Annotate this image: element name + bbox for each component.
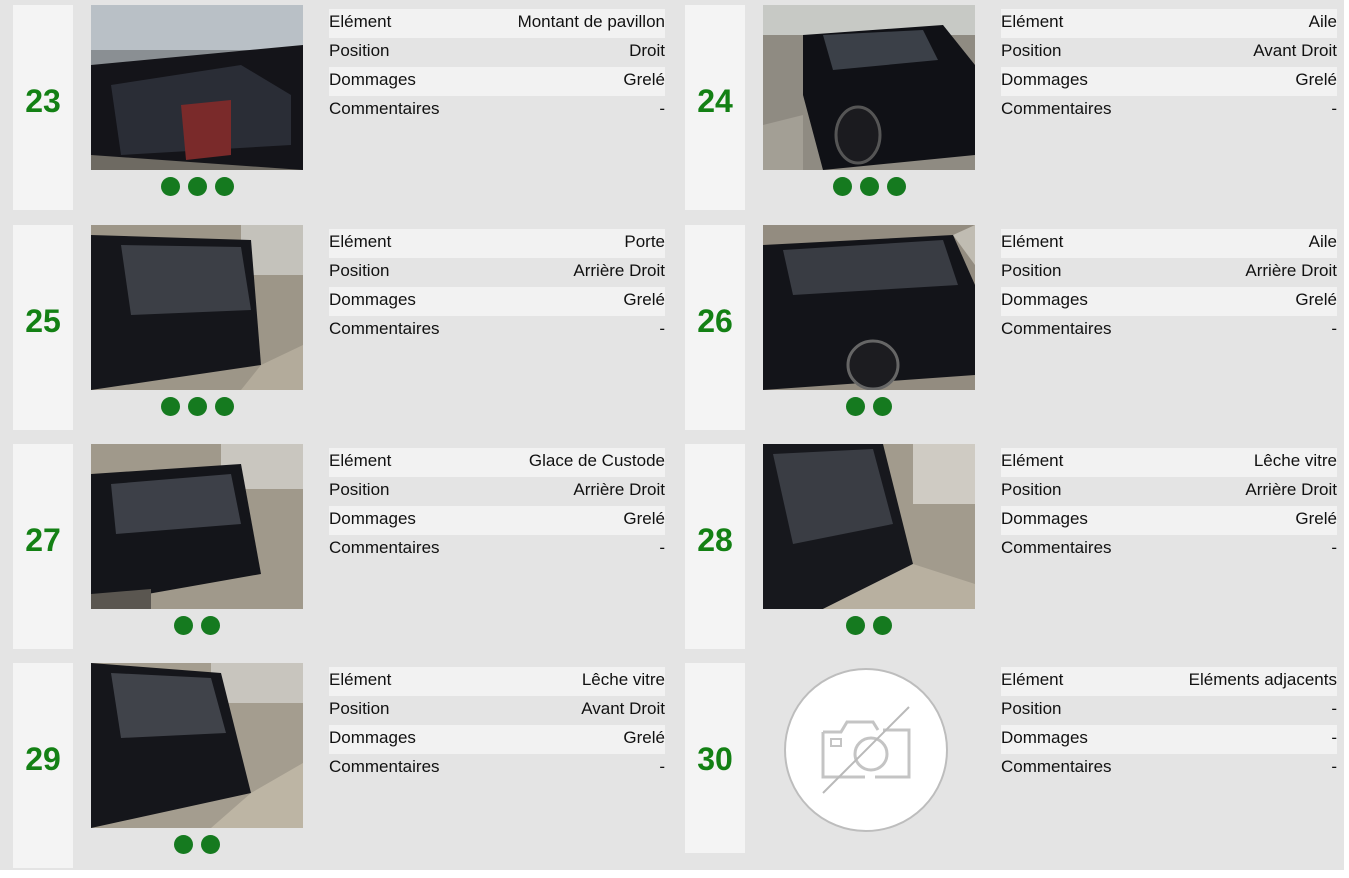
photo-dot[interactable] <box>860 177 879 196</box>
damage-number-cell <box>685 663 745 853</box>
damage-number: 24 <box>697 83 733 119</box>
car-photo-image <box>91 5 303 170</box>
damage-details <box>1001 9 1337 125</box>
damage-card <box>685 225 1345 430</box>
damage-details <box>1001 448 1337 564</box>
damage-card <box>685 663 1345 853</box>
damage-details <box>1001 229 1337 345</box>
damage-photo[interactable] <box>91 663 303 828</box>
photo-pagination <box>763 177 975 203</box>
detail-row-position: Position Arrière Droit <box>1001 261 1337 280</box>
detail-row-position: Position Droit <box>329 41 665 60</box>
detail-row-element: Elément Lêche vitre <box>329 667 665 696</box>
damage-details <box>329 229 665 345</box>
detail-row-position: Position Arrière Droit <box>329 480 665 499</box>
detail-row-damage: Dommages Grelé <box>329 67 665 96</box>
detail-row-comments: Commentaires - <box>1001 538 1337 557</box>
damage-photo[interactable] <box>763 444 975 609</box>
damage-details <box>329 9 665 125</box>
detail-row-comments: Commentaires - <box>1001 99 1337 118</box>
detail-row-element: Elément Lêche vitre <box>1001 448 1337 477</box>
photo-dot[interactable] <box>215 397 234 416</box>
photo-dot[interactable] <box>188 177 207 196</box>
car-photo-image <box>763 225 975 390</box>
damage-number: 23 <box>25 83 61 119</box>
detail-row-comments: Commentaires - <box>1001 319 1337 338</box>
damage-number-cell <box>685 444 745 649</box>
detail-row-position: Position Arrière Droit <box>1001 480 1337 499</box>
damage-number-cell <box>13 663 73 868</box>
photo-dot[interactable] <box>188 397 207 416</box>
car-photo-image <box>763 444 975 609</box>
damage-number: 26 <box>697 303 733 339</box>
photo-dot[interactable] <box>846 397 865 416</box>
detail-row-element: Elément Montant de pavillon <box>329 9 665 38</box>
damage-card <box>685 444 1345 649</box>
damage-photo[interactable] <box>91 444 303 609</box>
photo-pagination <box>763 397 975 423</box>
damage-photo[interactable] <box>763 225 975 390</box>
detail-row-element: Elément Aile <box>1001 229 1337 258</box>
detail-row-damage: Dommages Grelé <box>329 725 665 754</box>
damage-details <box>329 667 665 783</box>
damage-photo[interactable] <box>91 225 303 390</box>
detail-row-comments: Commentaires - <box>1001 757 1337 776</box>
detail-row-damage: Dommages Grelé <box>1001 67 1337 96</box>
photo-dot[interactable] <box>873 397 892 416</box>
detail-row-damage: Dommages Grelé <box>1001 506 1337 535</box>
car-photo-image <box>91 444 303 609</box>
photo-pagination <box>91 835 303 861</box>
damage-number-cell <box>685 5 745 210</box>
damage-number: 30 <box>697 741 733 777</box>
damage-number: 29 <box>25 741 61 777</box>
damage-details <box>1001 667 1337 783</box>
photo-pagination <box>91 397 303 423</box>
photo-pagination <box>91 177 303 203</box>
damage-number-cell <box>13 5 73 210</box>
detail-row-position: Position Arrière Droit <box>329 261 665 280</box>
detail-row-damage: Dommages Grelé <box>1001 287 1337 316</box>
damage-number: 25 <box>25 303 61 339</box>
detail-row-damage: Dommages - <box>1001 725 1337 754</box>
detail-row-damage: Dommages Grelé <box>329 506 665 535</box>
damage-photo[interactable] <box>763 5 975 170</box>
detail-row-element: Elément Porte <box>329 229 665 258</box>
detail-row-position: Position Avant Droit <box>1001 41 1337 60</box>
damage-photo[interactable] <box>91 5 303 170</box>
damage-number: 27 <box>25 522 61 558</box>
photo-dot[interactable] <box>873 616 892 635</box>
detail-row-element: Elément Glace de Custode <box>329 448 665 477</box>
damage-card <box>685 5 1345 210</box>
damage-card <box>13 663 673 868</box>
detail-row-damage: Dommages Grelé <box>329 287 665 316</box>
photo-pagination <box>763 616 975 642</box>
detail-row-element: Elément Aile <box>1001 9 1337 38</box>
photo-dot[interactable] <box>887 177 906 196</box>
car-photo-image <box>91 225 303 390</box>
detail-row-position: Position Avant Droit <box>329 699 665 718</box>
detail-row-comments: Commentaires - <box>329 538 665 557</box>
damage-number-cell <box>13 225 73 430</box>
photo-pagination <box>91 616 303 642</box>
detail-row-position: Position - <box>1001 699 1337 718</box>
damage-number-cell <box>13 444 73 649</box>
photo-dot[interactable] <box>161 177 180 196</box>
photo-dot[interactable] <box>846 616 865 635</box>
detail-row-comments: Commentaires - <box>329 757 665 776</box>
detail-row-comments: Commentaires - <box>329 319 665 338</box>
damage-card <box>13 444 673 649</box>
photo-dot[interactable] <box>215 177 234 196</box>
detail-row-comments: Commentaires - <box>329 99 665 118</box>
car-photo-image <box>91 663 303 828</box>
detail-row-element: Elément Eléments adjacents <box>1001 667 1337 696</box>
photo-dot[interactable] <box>161 397 180 416</box>
photo-dot[interactable] <box>174 835 193 854</box>
no-photo-icon <box>783 667 949 833</box>
photo-dot[interactable] <box>201 835 220 854</box>
damage-card <box>13 5 673 210</box>
damage-card <box>13 225 673 430</box>
damage-number: 28 <box>697 522 733 558</box>
damage-details <box>329 448 665 564</box>
car-photo-image <box>763 5 975 170</box>
damage-number-cell <box>685 225 745 430</box>
photo-dot[interactable] <box>174 616 193 635</box>
photo-dot[interactable] <box>201 616 220 635</box>
photo-dot[interactable] <box>833 177 852 196</box>
